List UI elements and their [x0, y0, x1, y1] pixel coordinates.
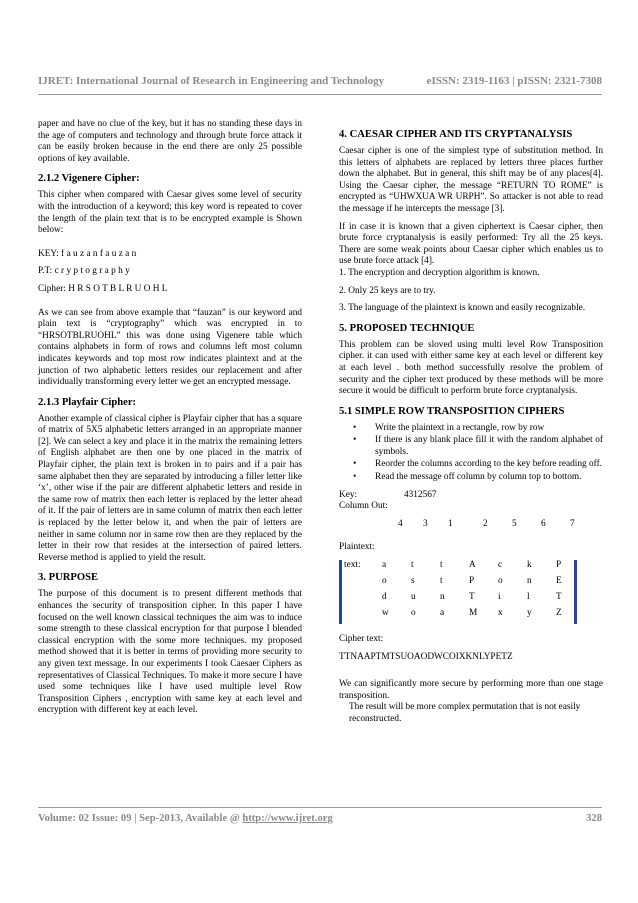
list-item: • Read the message off column by column top to bottom. — [353, 472, 582, 483]
table-row — [339, 576, 603, 592]
table-cell: t — [440, 576, 443, 587]
bullet-icon: • — [353, 422, 357, 433]
right-column — [339, 128, 603, 726]
cipher-text-label: Cipher text: — [339, 634, 384, 645]
table-cell: T — [469, 592, 475, 603]
bullet-icon: • — [353, 472, 357, 483]
paragraph: paper and have no clue of the key, but it has no standing these days in the age of computers and technology and through brute force attack it can be easily broken because in the end there are only 25 possible options of key available. — [38, 119, 302, 164]
section-heading-playfair: 2.1.3 Playfair Cipher: — [38, 396, 137, 408]
plaintext-label: Plaintext: — [339, 542, 375, 553]
table-cell: k — [527, 560, 532, 571]
table-cell: o — [382, 576, 387, 587]
paragraph: The purpose of this document is to present different methods that enhances the security of transposition cipher. In this paper I have focused on the well known classical techniques the aim was to induce some strength to these classical encryption for that purpose I blended classical encryption with the some more techniques. my proposed method showed that it is better in terms of providing more security to any given text message. In our experiments I took Caesaer Ciphers as representatives of Classical Techniques. To make it more secure I have used some techniques like I have used multiple level Row Transposition Ciphers , encryption with same key at each level and encryption with different key at each level. — [38, 589, 302, 716]
paragraph: If in case it is known that a given ciphertext is Caesar cipher, then brute force cryptanalysis is easily performed: Try all the 25 keys. There are some weak points about Caesar cipher which enables us to use brute force attack [4]. — [339, 221, 603, 267]
table-cell: y — [527, 608, 532, 619]
table-cell: P — [469, 576, 475, 587]
column-number: 1 — [448, 518, 453, 529]
column-out-label: Column Out: — [339, 501, 388, 512]
column-number: 6 — [541, 518, 546, 529]
running-header — [38, 75, 602, 87]
column-number: 3 — [423, 518, 428, 529]
table-cell: o — [498, 576, 503, 587]
table-cell: n — [527, 576, 532, 587]
table-cell: o — [411, 608, 416, 619]
bullet-icon: • — [353, 459, 357, 470]
cipher-text-value: TTNAAPTMTSUOAODWCOIXKNLYPETZ — [339, 651, 513, 662]
text-label: text: — [344, 560, 361, 571]
table-cell: x — [498, 608, 503, 619]
bullet-list — [339, 423, 603, 484]
key-value: 4312567 — [404, 489, 437, 500]
paragraph: This problem can be sloved using multi level Row Transposition cipher. it can used with either same key at each level or different key at each level . both method successfully resolve the problem of security and the cipher text produced by these methods will be more secure it would be difficult to perform brute force cryptanalysis. — [339, 339, 603, 397]
section-heading-caesar: 4. CAESAR CIPHER AND ITS CRYPTANALYSIS — [339, 129, 573, 140]
paragraph: The result will be more complex permutation that is not easily reconstructed. — [349, 702, 581, 724]
table-cell: t — [440, 560, 443, 571]
journal-link[interactable]: http://www.ijret.org — [242, 813, 333, 824]
table-cell: a — [382, 560, 387, 571]
column-number: 7 — [570, 518, 575, 529]
table-cell: d — [382, 592, 387, 603]
paragraph: Caesar cipher is one of the simplest type of substitution method. In this letters of alphabets are replaced by letters three places further down the alphabet. But in general, this shift may be of any places[4]. Using the Caesar cipher, the message “RETURN TO ROME” is encrypted as “UHWXUA WR URPH”. So attacker is not able to read the message if he intercepts the message [3]. — [339, 146, 603, 214]
table-cell: E — [556, 576, 562, 587]
table-cell: A — [469, 560, 476, 571]
column-out-order — [398, 519, 603, 531]
table-row — [339, 560, 603, 576]
numbered-item: 2. Only 25 keys are to try. — [339, 285, 436, 296]
table-cell: s — [411, 576, 415, 587]
list-item: • Write the plaintext in a rectangle, row by row — [353, 422, 545, 433]
cipher-line: Cipher: H R S O T B L R U O H L — [38, 283, 168, 294]
table-cell: i — [498, 592, 501, 603]
paragraph: We can significantly more secure by performing more than one stage transposition. — [339, 679, 603, 701]
table-cell: a — [440, 608, 445, 619]
section-heading-proposed: 5. PROPOSED TECHNIQUE — [339, 322, 475, 334]
footer-rule — [38, 807, 602, 808]
paragraph: As we can see from above example that “fauzan” is our keyword and plain text is “cryptography” which was encrypted in to “HRSOTBLRUOHL” this was done using Vigenere table which contains alphabets in form of rows and columns left most column indicates keywords and top most row indicates plaintext and at the junction of two alphabetic letters resides our replacement and after individually transforming every letter we get an encrypted message. — [38, 307, 302, 388]
journal-title: IJRET: International Journal of Research in Engineering and Technology — [38, 75, 385, 87]
numbered-item: 1. The encryption and decryption algorithm is known. — [339, 267, 540, 278]
list-item: • If there is any blank place fill it with the random alphabet of symbols. — [353, 435, 603, 457]
table-cell: t — [411, 560, 414, 571]
table-cell: l — [527, 592, 530, 603]
issn-label: eISSN: 2319-1163 | pISSN: 2321-7308 — [426, 75, 602, 87]
header-rule — [38, 94, 602, 95]
table-cell: P — [556, 560, 562, 571]
table-row — [339, 592, 603, 608]
column-number: 5 — [512, 518, 517, 529]
column-number: 4 — [398, 518, 403, 529]
section-heading-vigenere: 2.1.2 Vigenere Cipher: — [38, 173, 140, 185]
running-footer — [38, 813, 602, 824]
key-row — [339, 490, 603, 502]
key-label: Key: — [339, 489, 358, 500]
key-line: KEY: f a u z a n f a u z a n — [38, 248, 137, 259]
bullet-icon: • — [353, 435, 357, 446]
left-column — [38, 119, 302, 723]
plaintext-line: P.T: c r y p t o g r a p h y — [38, 266, 130, 277]
table-cell: M — [469, 608, 478, 619]
volume-info: Volume: 02 Issue: 09 | Sep-2013, Available @ — [38, 813, 243, 824]
table-cell: w — [382, 608, 389, 619]
section-heading-purpose: 3. PURPOSE — [38, 572, 99, 584]
plaintext-table — [339, 560, 603, 624]
list-item: • Reorder the columns according to the key before reading off. — [353, 459, 603, 470]
table-cell: T — [556, 592, 562, 603]
page-number: 328 — [586, 813, 602, 824]
table-right-border — [574, 560, 577, 624]
table-cell: Z — [556, 608, 562, 619]
numbered-item: 3. The language of the plaintext is known and easily recognizable. — [339, 303, 586, 314]
paragraph: Another example of classical cipher is Playfair cipher that has a square of matrix of 5X5 alphabetic letters arranged in an appropriate manner [2]. We can select a key and place it in the matrix the remaining letters of English alphabet are then one by one placed in the matrix of Playfair cipher, the plain text is broken in to pairs and if a pair has same alphabet then they are separated by introducing a filler letter like ‘x’, other wise if the pair are different alphabetic letters and reside in the same row of matrix then each letter is replaced by the letter ahead of it. If the pair of letters are in same column of matrix then each letter is replaced by the letter below it, and when the pair of letters are neither in same column nor in same row then are they replaced by the letter in their row that resides at the intersection of paired letters. Reverse method is applied to yield the result. — [38, 413, 302, 563]
table-cell: u — [411, 592, 416, 603]
table-cell: c — [498, 560, 503, 571]
section-heading-simple-row: 5.1 SIMPLE ROW TRANSPOSITION CIPHERS — [339, 405, 565, 417]
column-number: 2 — [483, 518, 488, 529]
table-cell: n — [440, 592, 445, 603]
table-left-border — [339, 560, 342, 624]
table-row — [339, 608, 603, 624]
paragraph: This cipher when compared with Caesar gives some level of security with the introduction of a keyword; this key word is repeated to cover the length of the plain text that is to be encrypted example is Shown below: — [38, 190, 302, 236]
